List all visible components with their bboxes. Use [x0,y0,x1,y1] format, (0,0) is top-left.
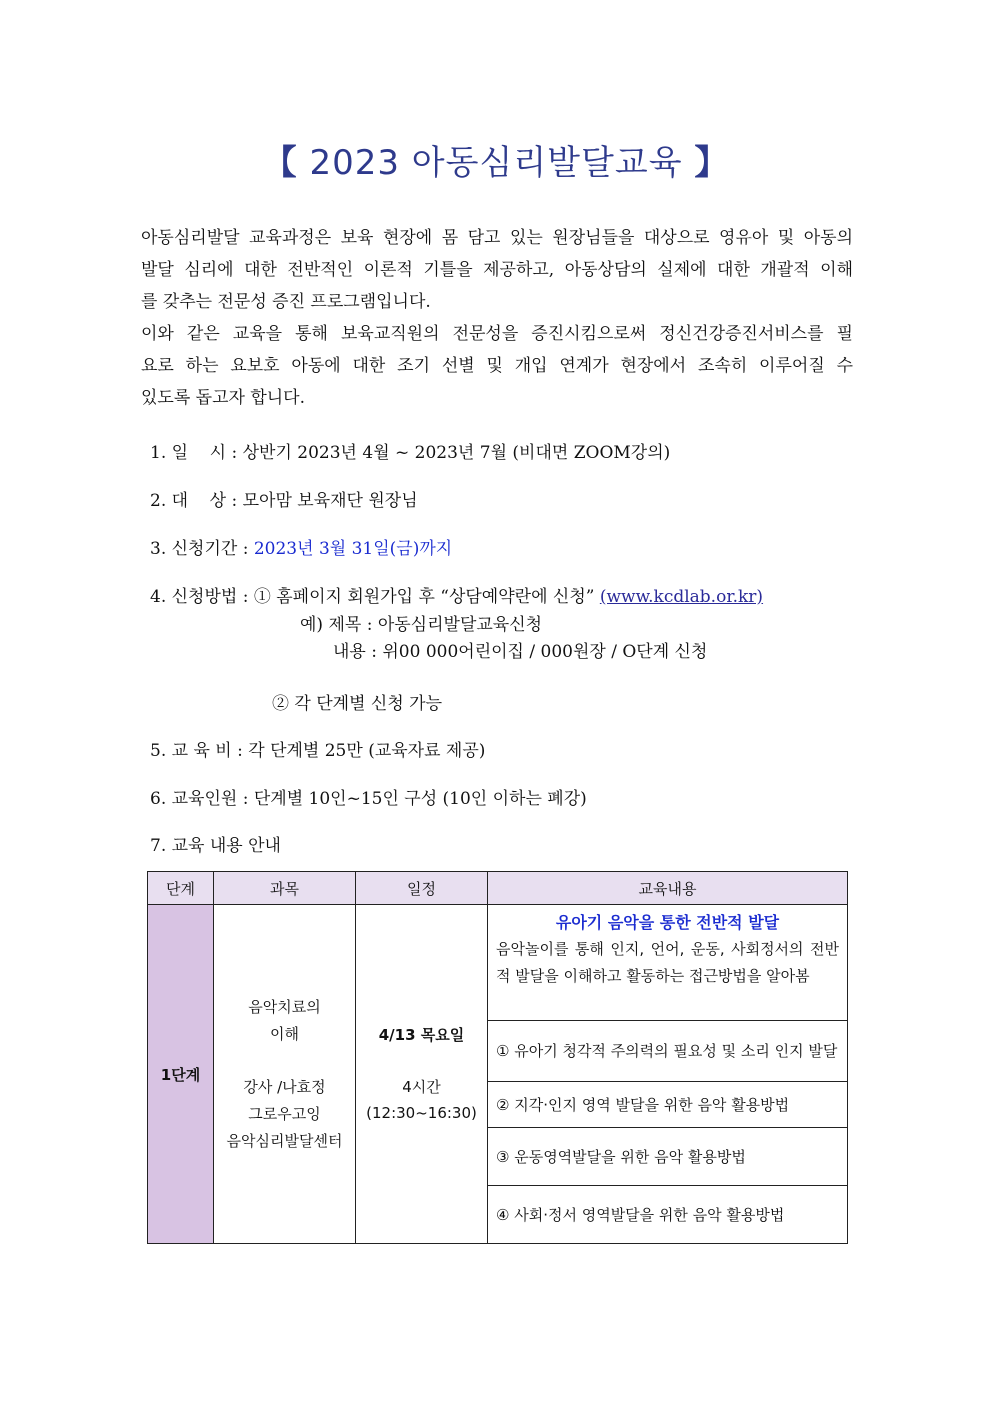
title-close-bracket: 】 [694,143,730,183]
info-content-guide: 7. 교육 내용 안내 [150,836,281,856]
item-label: 2. 대 상 : [150,491,238,511]
table-row [148,905,848,1021]
header-stage: 단계 [148,872,214,905]
intro-line: 를 갖추는 전문성 증진 프로그램입니다. [141,292,431,312]
item-value: 2023년 3월 31일(금)까지 [253,539,453,559]
intro-line: 아동심리발달 교육과정은 보육 현장에 몸 담고 있는 원장님들을 대상으로 영유아 및 아동의 [141,228,853,248]
item-value: 각 단계별 25만 (교육자료 제공) [248,741,486,761]
info-apply-period [150,534,452,559]
intro-paragraph-2 [141,318,853,414]
info-fee [150,736,485,761]
item-value: 단계별 10인~15인 구성 (10인 이하는 폐강) [253,789,587,809]
instructor: 강사 /나효정 [243,1077,326,1096]
item-label: 5. 교 육 비 : [150,741,243,761]
content-summary-cell [488,905,848,1021]
info-target [150,486,418,511]
subject-line: 이해 [270,1024,299,1043]
intro-line: 요로 하는 요보호 아동에 대한 조기 선별 및 개입 연계가 현장에서 조속히 이루어질 수 [141,356,853,376]
info-schedule [150,438,670,463]
title-open-bracket: 【 [262,143,298,183]
schedule-cell [356,905,488,1244]
item-label: 3. 신청기간 : [150,539,249,559]
content-sub-item: ① 유아기 청각적 주의력의 필요성 및 소리 인지 발달 [488,1021,848,1082]
subject-line: 음악치료의 [248,997,321,1016]
header-subject: 과목 [214,872,356,905]
intro-paragraph-1 [141,222,853,318]
header-content: 교육내용 [488,872,848,905]
subject-cell [214,905,356,1244]
organization: 그로우고잉 [248,1104,321,1123]
content-description: 음악놀이를 통해 인지, 언어, 운동, 사회정서의 전반적 발달을 이해하고 활동하는 접근방법을 알아봄 [496,940,839,985]
curriculum-table [147,871,848,1244]
item-label: 6. 교육인원 : [150,789,249,809]
organization-center: 음악심리발달센터 [226,1131,343,1150]
info-capacity [150,784,587,809]
apply-example-title: 예) 제목 : 아동심리발달교육신청 [300,615,543,635]
item-value: 상반기 2023년 4월 ~ 2023년 7월 (비대면 ZOOM강의) [242,443,671,463]
intro-line: 이와 같은 교육을 통해 보육교직원의 전문성을 증진시킴으로써 정신건강증진서비스를 필 [141,324,853,344]
intro-line: 발달 심리에 대한 전반적인 이론적 기틀을 제공하고, 아동상담의 실제에 대한 개괄적 이해 [141,260,853,280]
schedule-time: (12:30~16:30) [366,1104,477,1122]
apply-option-2: ② 각 단계별 신청 가능 [272,694,442,714]
apply-option-1: ① 홈페이지 회원가입 후 “상담예약란에 신청” [253,587,595,607]
item-label: 4. 신청방법 : [150,587,249,607]
content-sub-item: ④ 사회·정서 영역발달을 위한 음악 활용방법 [488,1186,848,1244]
content-sub-item: ③ 운동영역발달을 위한 음악 활용방법 [488,1128,848,1186]
schedule-date: 4/13 목요일 [378,1026,465,1044]
table-header-row [148,872,848,905]
content-heading: 유아기 음악을 통한 전반적 발달 [555,913,780,932]
schedule-hours: 4시간 [402,1078,441,1096]
item-value: 모아맘 보육재단 원장님 [242,491,418,511]
info-apply-method [150,582,763,607]
page-title [0,135,992,184]
header-schedule: 일정 [356,872,488,905]
intro-line: 있도록 돕고자 합니다. [141,388,306,408]
stage-cell: 1단계 [148,905,214,1244]
homepage-link[interactable]: (www.kcdlab.or.kr) [599,587,764,607]
apply-example-content: 내용 : 위00 000어린이집 / 000원장 / O단계 신청 [333,642,708,662]
content-sub-item: ② 지각·인지 영역 발달을 위한 음악 활용방법 [488,1082,848,1128]
title-text: 2023 아동심리발달교육 [309,143,683,183]
item-label: 1. 일 시 : [150,443,238,463]
